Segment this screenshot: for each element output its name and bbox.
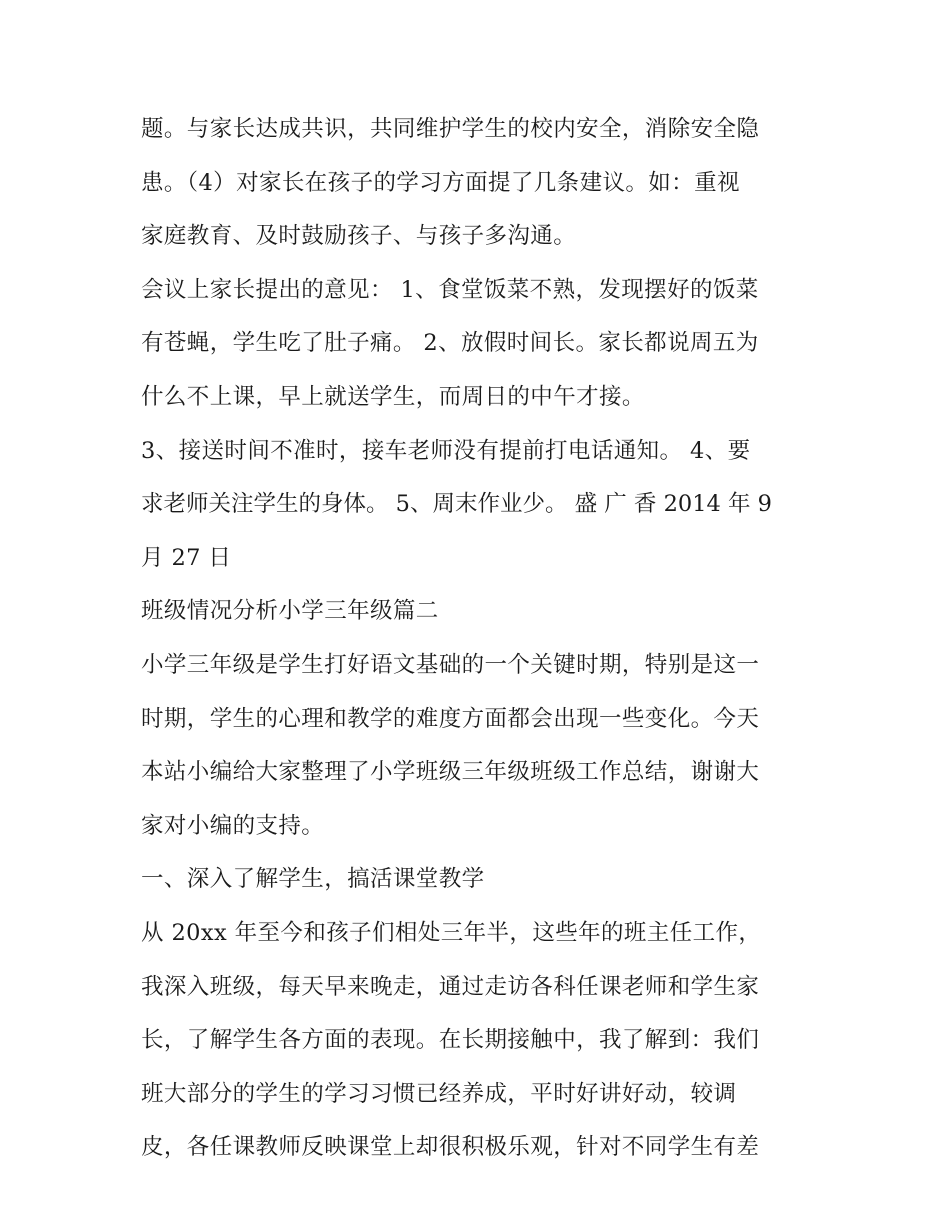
text-line: 会议上家长提出的意见： 1、食堂饭菜不熟，发现摆好的饭菜: [141, 276, 759, 303]
text-line: 班大部分的学生的学习习惯已经养成，平时好讲好动，较调: [141, 1080, 737, 1107]
text-line: 什么不上课，早上就送学生，而周日的中午才接。: [141, 383, 645, 410]
text-line: 长，了解学生各方面的表现。在长期接触中，我了解到：我们: [141, 1027, 760, 1054]
text-line: 家对小编的支持。: [141, 812, 325, 839]
document-body: [141, 103, 821, 1175]
subsection-heading: 一、深入了解学生，搞活课堂教学: [141, 866, 485, 893]
text-line: 求老师关注学生的身体。 5、周末作业少。 盛 广 香 2014 年 9: [141, 491, 772, 518]
text-line: 家庭教育、及时鼓励孩子、与孩子多沟通。: [141, 223, 577, 250]
text-line: 患。（4）对家长在孩子的学习方面提了几条建议。如：重视: [141, 169, 740, 196]
text-line: 皮，各任课教师反映课堂上却很积极乐观，针对不同学生有差: [141, 1134, 760, 1161]
text-line: 从 20xx 年至今和孩子们相处三年半，这些年的班主任工作，: [141, 919, 762, 946]
text-line: 有苍蝇，学生吃了肚子痛。 2、放假时间长。家长都说周五为: [141, 330, 759, 357]
section-heading: 班级情况分析小学三年级篇二: [141, 598, 439, 625]
text-line: 我深入班级，每天早来晚走，通过走访各科任课老师和学生家: [141, 973, 760, 1000]
text-line: 题。与家长达成共识，共同维护学生的校内安全，消除安全隐: [141, 116, 760, 142]
text-line: 月 27 日: [141, 544, 232, 571]
text-line: 小学三年级是学生打好语文基础的一个关键时期，特别是这一: [141, 651, 760, 678]
text-line: 本站小编给大家整理了小学班级三年级班级工作总结，谢谢大: [141, 759, 760, 786]
text-line: 3、接送时间不准时，接车老师没有提前打电话通知。 4、要: [141, 437, 751, 464]
text-line: 时期，学生的心理和教学的难度方面都会出现一些变化。今天: [141, 705, 760, 732]
